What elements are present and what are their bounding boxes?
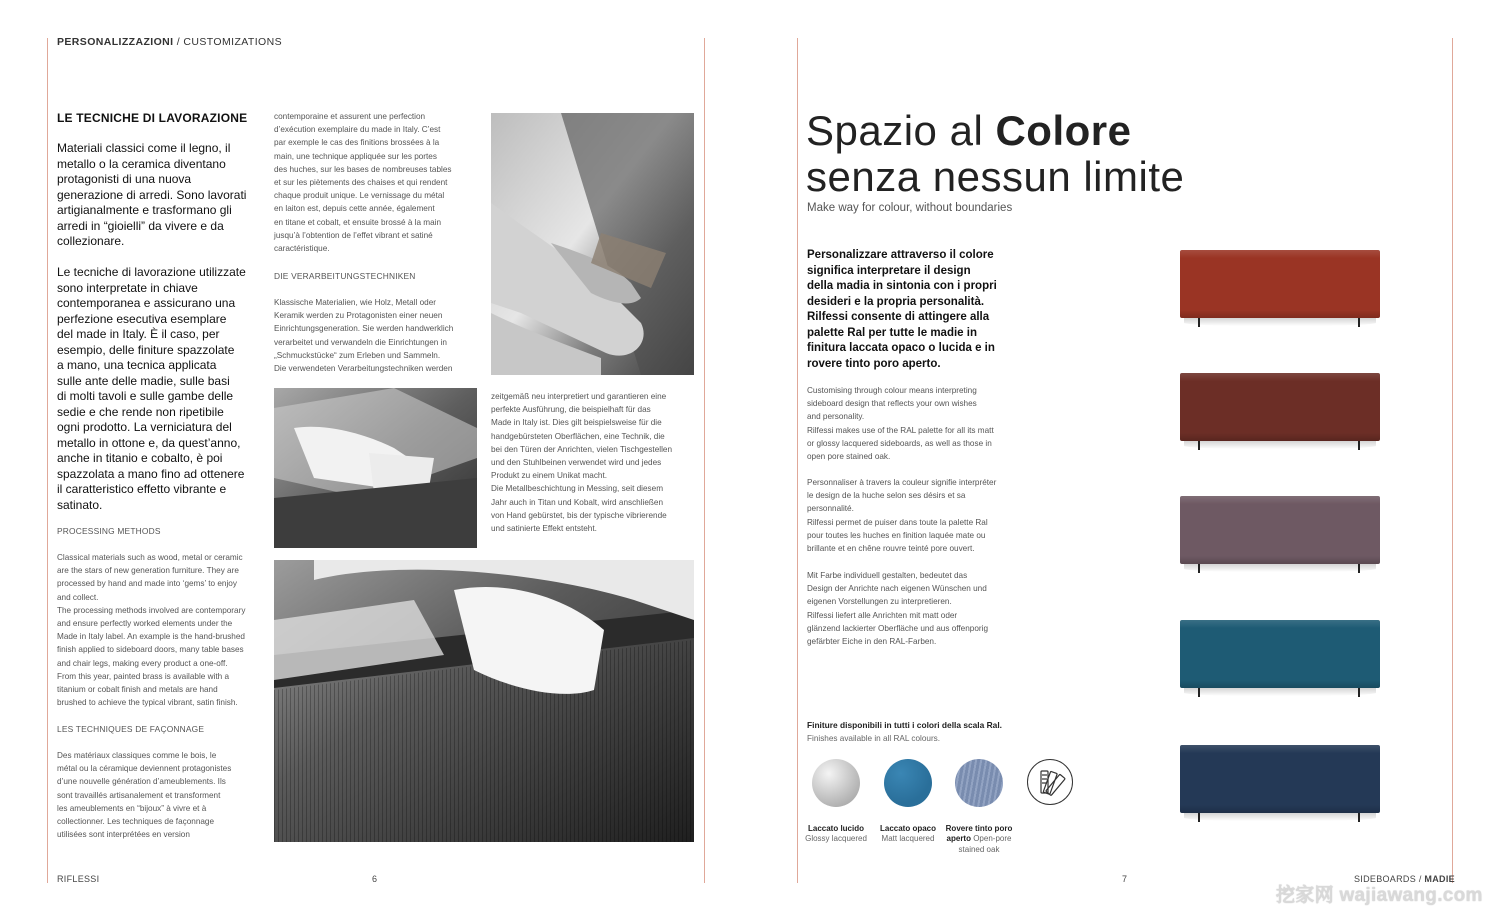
italian-paragraph-2: Le tecniche di lavorazione utilizzate sono interpretate in chiave contemporanea e assicurano una perfezione esecutiva esemplare del made in Italy. È il caso, per esempio, delle finiture spazzolate a mano, una tecnica applicata sulle ante delle madie, sulle basi di molti tavoli e sulle gambe delle sedie e che rende non ripetibile ogni prodotto. La verniciatura del metallo in ottone e, da quest’anno, anche in titanio e cobalto, è poi spazzolata a mano fino ad ottenere il caratteristico effetto vibrante e satinato. <box>57 265 246 512</box>
sideboard-shadow <box>1184 564 1376 572</box>
photo-gloved-polishing <box>274 388 477 548</box>
sideboard-body <box>1180 373 1380 441</box>
swatch-label-oak <box>940 813 1018 855</box>
swatch-label-matt <box>872 813 944 845</box>
sideboard-brown <box>1180 373 1380 453</box>
footer-section-label: SIDEBOARDS / <box>1354 874 1425 884</box>
swatch-label-rest: Matt lacquered <box>881 834 935 843</box>
german-title: DIE VERARBEITUNGSTECHNIKEN <box>274 271 416 281</box>
footer-section-bold: MADIE <box>1424 874 1455 884</box>
footer-brand: RIFLESSI <box>57 874 100 884</box>
german-text-part-a: Klassische Materialien, wie Holz, Metall oder Keramik werden zu Protagonisten einer neuen Einrichtungsgeneration. Sie werden handwerklich verarbeitet und verwandeln die Einrichtungen in „Schmuckstücke“ zum Erleben und Sammeln. Die verwendeten Verarbeitungstechniken werden <box>274 298 454 374</box>
french-text-right: Personnaliser à travers la couleur signifie interpréter le design de la huche selon ses désirs et sa personnalité. Rilfessi permet de puiser dans toute la palette Ral pour toutes les huches en finition laquée mate ou brillante et en chêne rouvre teinté pore ouvert. <box>807 478 997 554</box>
swatch-label-bold: Laccato opaco <box>879 823 936 833</box>
sideboard-shadow <box>1184 441 1376 449</box>
page-title <box>806 108 1184 200</box>
swatch-glossy-lacquered <box>812 759 860 807</box>
english-text-right: Customising through colour means interpreting sideboard design that reflects your own wishes and personality. Rilfessi makes use of the RAL palette for all its matt or glossy lacquered sideboards, as well as those in open pore stained oak. <box>807 386 994 462</box>
french-text-part-a: Des matériaux classiques comme le bois, le métal ou la céramique deviennent protagonistes d’une nouvelle génération d’ameublements. Ils sont travaillés artisanalement et transforment les ameublements en “bijoux” à vivre et à collectionner. Les techniques de façonnage utilisées sont interprétées en version <box>57 751 232 840</box>
ral-palette-icon <box>1027 759 1073 805</box>
section-title: LE TECNICHE DI LAVORAZIONE <box>57 111 248 125</box>
sideboard-leg <box>1198 441 1200 450</box>
left-margin-line <box>47 38 48 883</box>
swatch-matt-lacquered <box>884 759 932 807</box>
sideboard-body <box>1180 496 1380 564</box>
sideboard-leg <box>1198 813 1200 822</box>
page-number-left: 6 <box>372 874 378 884</box>
italian-paragraph-1: Materiali classici come il legno, il metallo o la ceramica diventano protagonisti di una nuova generazione di arredi. Sono lavorati artigianalmente e trasformano gli arredi in “gioielli” da vivere e da collezionare. <box>57 141 247 248</box>
sideboard-body <box>1180 745 1380 813</box>
header-rest: CUSTOMIZATIONS <box>183 36 282 48</box>
english-text: Classical materials such as wood, metal or ceramic are the stars of new generation furniture. They are processed by hand and made into ‘gems’ to enjoy and collect. The processing methods involved are contemporary and ensure perfectly worked elements under the Made in Italy label. An example is the hand-brushed finish applied to sideboard doors, many table bases and chair legs, making every product a one-off. From this year, painted brass is available with a titanium or cobalt finish and metals are hand brushed to achieve the typical vibrant, satin finish. <box>57 553 246 708</box>
left-page-right-line <box>704 38 705 883</box>
french-title: LES TECHNIQUES DE FAÇONNAGE <box>57 724 205 734</box>
title-bold: Colore <box>995 107 1132 154</box>
header-bold: PERSONALIZZAZIONI <box>57 36 174 48</box>
title-light: Spazio al <box>806 107 996 154</box>
swatch-label-rest: Open-pore stained oak <box>958 834 1012 854</box>
sideboard-leg <box>1198 688 1200 697</box>
watermark: 挖家网 wajiawang.com <box>1276 885 1483 906</box>
lead-paragraph: Personalizzare attraverso il colore significa interpretare il design della madia in sintonia con i propri desideri e la propria personalità. Rilfessi consente di attingere alla palette Ral per tutte le madie in finitura laccata opaco o lucida e in rovere tinto poro aperto. <box>807 249 997 370</box>
sideboard-leg <box>1358 813 1360 822</box>
sideboard-body <box>1180 620 1380 688</box>
swatch-label-bold: Rovere tinto poro aperto <box>945 823 1013 843</box>
swatch-label-rest: Glossy lacquered <box>805 834 867 843</box>
page-number-right: 7 <box>1122 874 1128 884</box>
sideboard-body <box>1180 250 1380 318</box>
sideboard-shadow <box>1184 688 1376 696</box>
finishes-subtitle: Finishes available in all RAL colours. <box>807 734 941 743</box>
title-line-2: senza nessun limite <box>806 153 1185 200</box>
sideboard-leg <box>1358 688 1360 697</box>
photo-brushed-metal <box>274 560 694 842</box>
sideboard-leg <box>1198 318 1200 327</box>
sideboard-navy <box>1180 745 1380 825</box>
swatch-open-pore-oak <box>955 759 1003 807</box>
sideboard-mauve <box>1180 496 1380 576</box>
section-header <box>57 36 282 48</box>
sideboard-leg <box>1198 564 1200 573</box>
sideboard-teal <box>1180 620 1380 700</box>
german-text-part-b: zeitgemäß neu interpretiert und garantieren eine perfekte Ausführung, die beispielhaft für das Made in Italy ist. Dies gilt beispielsweise für die handgebürsteten Oberflächen, eine Technik, die bei den Türen der Anrichten, vielen Tischgestellen und den Stuhlbeinen verwendet wird und jedes Produkt zu einem Unikat macht. Die Metallbeschichtung in Messing, seit diesem Jahr auch in Titan und Kobalt, wird anschließen von Hand gebürstet, bis der typische vibrierende und satinierte Effekt entsteht. <box>491 392 672 534</box>
english-title: PROCESSING METHODS <box>57 526 161 536</box>
sideboard-shadow <box>1184 813 1376 821</box>
german-text-right: Mit Farbe individuell gestalten, bedeutet das Design der Anrichte nach eigenen Wünschen und eigenen Vorstellungen zu interpretieren. Rilfessi liefert alle Anrichten mit matt oder glänzend lackierter Oberfläche und aus offenporig gefärbter Eiche in den RAL-Farben. <box>807 571 989 647</box>
swatch-label-glossy <box>800 813 872 845</box>
finishes-title: Finiture disponibili in tutti i colori della scala Ral. <box>807 720 1002 730</box>
photo-hand-sanding <box>491 113 694 375</box>
right-margin-line <box>1452 38 1453 883</box>
page-subtitle: Make way for colour, without boundaries <box>807 202 1013 214</box>
sideboard-leg <box>1358 564 1360 573</box>
sideboard-shadow <box>1184 318 1376 326</box>
sideboard-red <box>1180 250 1380 330</box>
french-text-part-b: contemporaine et assurent une perfection d’exécution exemplaire du made in Italy. C’est par exemple le cas des finitions brossées à la main, une technique appliquée sur les portes des huches, sur les bases de nombreuses tables et sur les piètements des chaises et qui rendent chaque produit unique. Le vernissage du métal en laiton est, depuis cette année, également en titane et cobalt, et ensuite brossé à la main jusqu’à l’obtention de l’effet vibrant et satiné caractéristique. <box>274 112 452 254</box>
swatch-label-bold: Laccato lucido <box>807 823 864 833</box>
right-page-left-line <box>797 38 798 883</box>
sideboard-leg <box>1358 318 1360 327</box>
header-separator: / <box>173 36 184 48</box>
sideboard-leg <box>1358 441 1360 450</box>
